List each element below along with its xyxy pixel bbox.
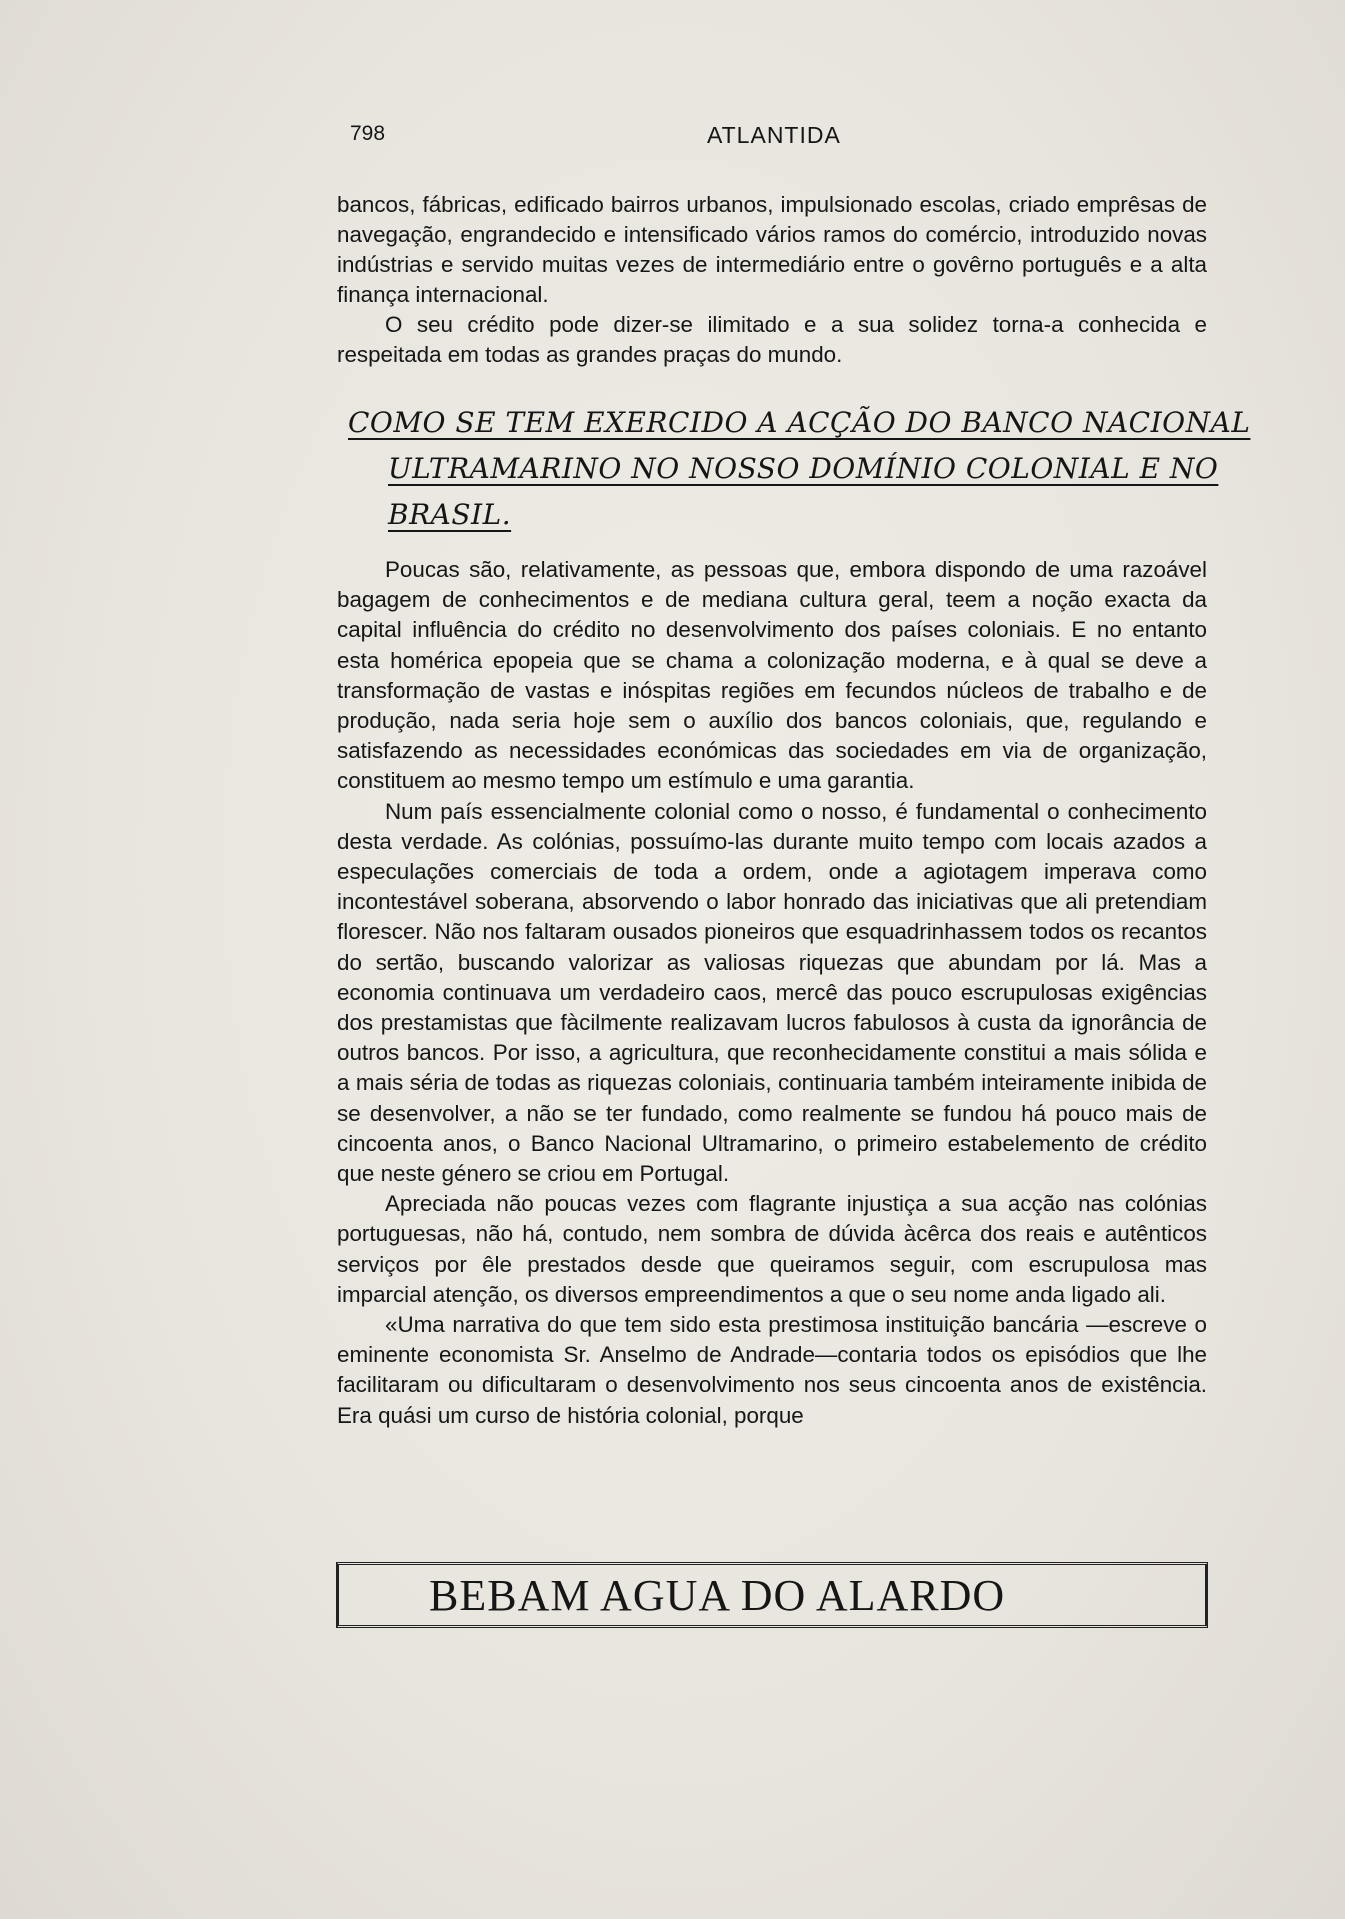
section-text-block xyxy=(337,555,1207,1431)
page-header xyxy=(350,122,1220,156)
page-number: 798 xyxy=(350,122,386,145)
section-heading-line-3: BRASIL. xyxy=(388,498,512,531)
intro-paragraph-2: O seu crédito pode dizer-se ilimitado e a sua solidez torna-a conhecida e respeitada em todas as grandes praças do mundo. xyxy=(337,312,1207,367)
section-paragraph-3: Apreciada não poucas vezes com flagrante injustiça a sua acção nas colónias portuguesas, não há, contudo, nem sombra de dúvida àcêrca dos reais e autênticos serviços por êle prestados desde que queiramos seguir, com escrupulosa mas imparcial atenção, os diversos empreendimentos a que o seu nome anda ligado ali. xyxy=(337,1191,1207,1307)
running-title: ATLANTIDA xyxy=(707,122,841,148)
intro-text-block xyxy=(337,190,1207,370)
advertisement-text: BEBAM AGUA DO ALARDO xyxy=(429,1571,1006,1620)
section-heading-line-2: ULTRAMARINO NO NOSSO DOMÍNIO COLONIAL E NO xyxy=(388,452,1219,485)
section-heading xyxy=(348,400,1251,538)
section-heading-line-1: COMO SE TEM EXERCIDO A ACÇÃO DO BANCO NACIONAL xyxy=(348,406,1251,439)
section-paragraph-4: «Uma narrativa do que tem sido esta prestimosa instituição bancária —escreve o eminente economista Sr. Anselmo de Andrade—contaria todos os episódios que lhe facilitaram ou dificultaram o desenvolvimento nos seus cincoenta anos de existência. Era quási um curso de história colonial, porque xyxy=(337,1312,1207,1428)
advertisement-box xyxy=(336,1562,1208,1628)
section-paragraph-1: Poucas são, relativamente, as pessoas que, embora dispondo de uma razoável bagagem de conhecimentos e de mediana cultura geral, teem a noção exacta da capital influência do crédito no desenvolvimento dos países coloniais. E no entanto esta homérica epopeia que se chama a colonização moderna, e à qual se deve a transformação de vastas e inóspitas regiões em fecundos núcleos de trabalho e de produção, nada seria hoje sem o auxílio dos bancos coloniais, que, regulando e satisfazendo as necessidades económicas das sociedades em via de organização, constituem ao mesmo tempo um estímulo e uma garantia. xyxy=(337,557,1207,794)
section-paragraph-2: Num país essencialmente colonial como o nosso, é fundamental o conhecimento desta verdade. As colónias, possuímo-las durante muito tempo com locais azados a especulações comerciais de toda a ordem, onde a agiotagem imperava como incontestável soberana, absorvendo o labor honrado das iniciativas que ali pretendiam florescer. Não nos faltaram ousados pioneiros que esquadrinhassem todos os recantos do sertão, buscando valorizar as valiosas riquezas que abundam por lá. Mas a economia continuava um verdadeiro caos, mercê das pouco escrupulosas exigências dos prestamistas que fàcilmente realizavam lucros fabulosos à custa da ignorância de outros bancos. Por isso, a agricultura, que reconhecidamente constitui a mais sólida e a mais séria de todas as riquezas coloniais, continuaria também inteiramente inibida de se desenvolver, a não se ter fundado, como realmente se fundou há pouco mais de cincoenta anos, o Banco Nacional Ultramarino, o primeiro estabelemento de crédito que neste género se criou em Portugal. xyxy=(337,798,1207,1187)
intro-paragraph-1: bancos, fábricas, edificado bairros urbanos, impulsionado escolas, criado emprêsas de navegação, engrandecido e intensificado vários ramos do comércio, introduzido novas indústrias e servido muitas vezes de intermediário entre o govêrno português e a alta finança internacional. xyxy=(337,192,1207,307)
